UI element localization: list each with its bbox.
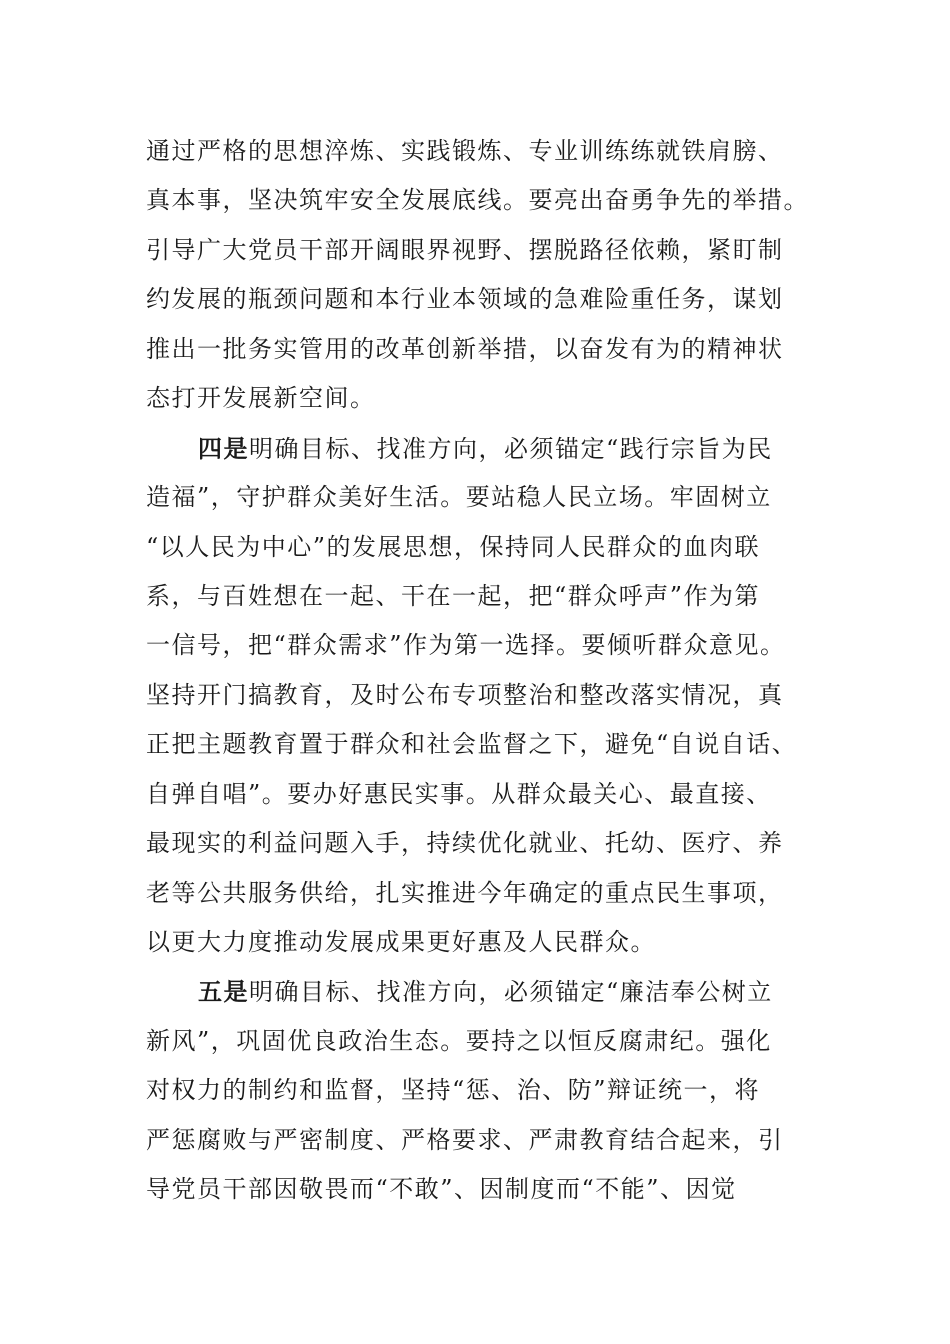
paragraph-lead-label: 四是	[198, 433, 249, 463]
text-line: 以更大力度推动发展成果更好惠及人民群众。	[146, 928, 656, 956]
text-line: 推出一批务实管用的改革创新举措，以奋发有为的精神状	[146, 334, 784, 363]
text-line: 约发展的瓶颈问题和本行业本领域的急难险重任务，谋划	[146, 285, 784, 314]
text-span: 明确目标、找准方向，必须锚定“廉洁奉公树立	[249, 978, 773, 1007]
text-line: 系，与百姓想在一起、干在一起，把“群众呼声”作为第	[146, 581, 761, 610]
text-line: 通过严格的思想淬炼、实践锻炼、专业训练练就铁肩膀、	[146, 137, 784, 165]
text-line: “以人民为中心”的发展思想，保持同人民群众的血肉联	[146, 532, 761, 561]
text-line: 老等公共服务供给，扎实推进今年确定的重点民生事项，	[146, 878, 784, 907]
text-line: 导党员干部因敬畏而“不敢”、因制度而“不能”、因觉	[146, 1175, 737, 1204]
text-span: 明确目标、找准方向，必须锚定“践行宗旨为民	[249, 434, 773, 463]
paragraph-3-tail	[146, 127, 809, 424]
text-line: 严惩腐败与严密制度、严格要求、严肃教育结合起来，引	[146, 1125, 784, 1154]
text-line: 新风”，巩固优良政治生态。要持之以恒反腐肃纪。强化	[146, 1026, 772, 1055]
text-line: 坚持开门搞教育，及时公布专项整治和整改落实情况，真	[146, 680, 784, 709]
text-line: 真本事，坚决筑牢安全发展底线。要亮出奋勇争先的举措。	[146, 186, 809, 215]
text-line: 态打开发展新空间。	[146, 384, 376, 413]
document-page	[146, 127, 809, 1215]
paragraph-lead-label: 五是	[198, 977, 249, 1007]
paragraph-first-line	[146, 424, 806, 473]
text-line: 最现实的利益问题入手，持续优化就业、托幼、医疗、养	[146, 829, 784, 858]
text-line: 正把主题教育置于群众和社会监督之下，避免“自说自话、	[146, 730, 798, 759]
text-line: 造福”，守护群众美好生活。要站稳人民立场。牢固树立	[146, 483, 772, 512]
text-line: 自弹自唱”。要办好惠民实事。从群众最关心、最直接、	[146, 779, 772, 808]
text-line: 引导广大党员干部开阔眼界视野、摆脱路径依赖，紧盯制	[146, 235, 784, 264]
text-line: 一信号，把“群众需求”作为第一选择。要倾听群众意见。	[146, 631, 786, 660]
paragraph-5	[146, 967, 806, 1214]
text-line: 对权力的制约和监督，坚持“惩、治、防”辩证统一，将	[146, 1076, 761, 1105]
paragraph-first-line	[146, 967, 806, 1016]
paragraph-4	[146, 424, 806, 968]
